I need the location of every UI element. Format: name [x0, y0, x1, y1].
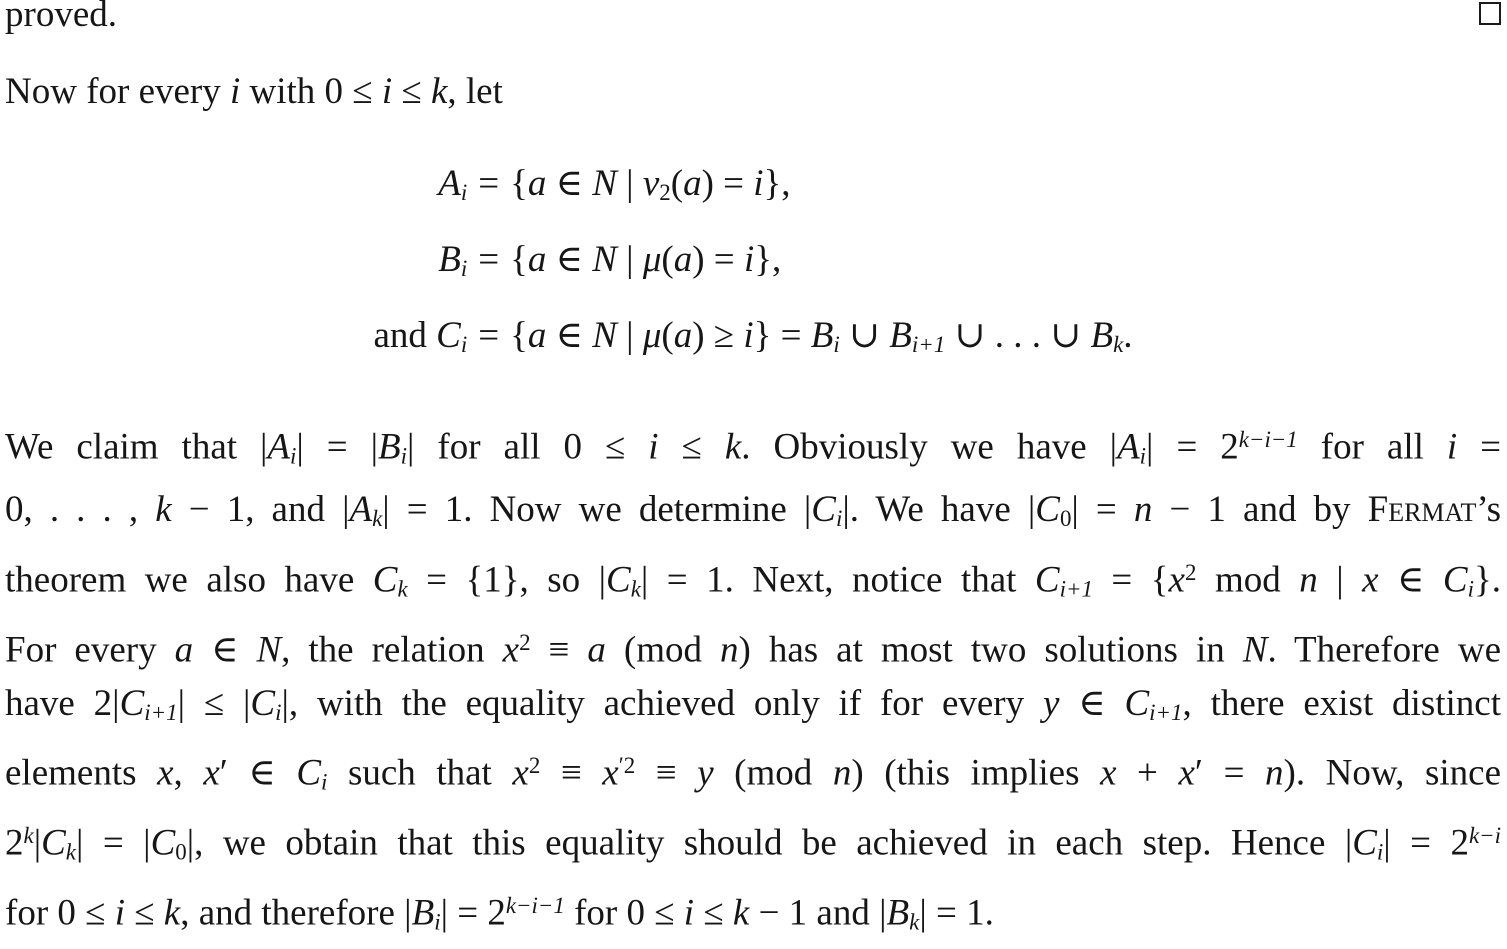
- math-token: a: [527, 163, 547, 204]
- math-token: 2: [5, 822, 24, 864]
- math-token: a: [527, 315, 547, 357]
- math-token: a: [673, 239, 693, 281]
- math-token: (: [661, 239, 674, 281]
- math-token: x: [512, 752, 529, 794]
- math-token: i: [1467, 576, 1474, 602]
- math-token: ≤: [392, 71, 431, 112]
- math-token: i: [1446, 426, 1458, 468]
- math-token: C: [1352, 822, 1377, 864]
- equation-row: [373, 150, 1132, 226]
- math-token: Fermat: [1367, 489, 1477, 531]
- math-token: ν: [642, 163, 660, 204]
- paragraph-line: [5, 546, 1501, 616]
- math-token: ∈: [1378, 559, 1443, 601]
- paragraph-line: [5, 739, 1501, 809]
- math-token: Now for every: [5, 71, 230, 112]
- math-token: , let: [447, 71, 503, 112]
- qed-square-icon: [1479, 2, 1501, 25]
- math-token: ). Now, since: [1283, 752, 1501, 794]
- math-token: . Therefore we: [1267, 629, 1501, 671]
- math-token: },: [754, 239, 782, 281]
- paragraph-line: [5, 413, 1501, 483]
- math-token: N: [1242, 629, 1268, 671]
- math-token: ′ =: [1194, 752, 1265, 794]
- math-token: C: [606, 559, 631, 601]
- math-token: |: [616, 163, 643, 204]
- intro-line: [5, 71, 1501, 113]
- display-equation-block: [373, 150, 1132, 378]
- math-token: i+1: [911, 332, 946, 358]
- math-token: x: [1168, 559, 1185, 601]
- math-token: i: [460, 180, 468, 206]
- equation-lhs: [373, 150, 467, 226]
- math-token: | = |: [296, 426, 379, 468]
- math-token: (: [670, 163, 684, 204]
- math-token: |, with the equality achieved only if for every: [281, 682, 1043, 724]
- math-token: C: [1124, 682, 1150, 724]
- math-token: i: [460, 332, 468, 358]
- math-token: C: [1035, 489, 1060, 531]
- math-token: k: [1113, 332, 1124, 358]
- equation-row: [373, 302, 1132, 378]
- math-token: a: [673, 315, 693, 357]
- math-token: (mod: [713, 752, 833, 794]
- math-token: N: [256, 629, 282, 671]
- math-token: C: [372, 559, 398, 601]
- math-token: i: [114, 892, 125, 934]
- math-token: = {1}, so |: [407, 559, 607, 601]
- math-token: ) =: [701, 163, 754, 204]
- math-token: ∈: [546, 315, 593, 357]
- math-token: , the relation: [281, 629, 503, 671]
- math-token: C: [119, 682, 145, 724]
- math-token: ,: [173, 752, 204, 794]
- math-token: y: [1042, 682, 1060, 724]
- math-token: ≤: [658, 426, 725, 468]
- math-token: n: [1299, 559, 1318, 601]
- math-token: i: [1139, 443, 1147, 469]
- math-token: C: [41, 822, 66, 864]
- math-token: x: [157, 752, 174, 794]
- math-token: i+1: [1149, 699, 1183, 725]
- math-token: },: [763, 163, 791, 204]
- math-token: k: [724, 426, 742, 468]
- math-token: for 0 ≤: [5, 892, 115, 934]
- proof-closing-text: proved.: [5, 0, 117, 35]
- math-token: mod: [1196, 559, 1300, 601]
- math-token: N: [592, 315, 617, 357]
- math-token: A: [1117, 426, 1140, 468]
- math-token: B: [886, 892, 910, 934]
- equation-lhs: [373, 302, 467, 378]
- math-token: k: [65, 839, 76, 865]
- proof-paragraph: [5, 413, 1501, 949]
- math-token: {: [510, 315, 528, 357]
- math-token: and: [373, 315, 437, 357]
- math-token: 2: [1184, 559, 1197, 585]
- math-token: B: [378, 426, 401, 468]
- math-token: 2: [528, 753, 541, 779]
- math-token: i+1: [144, 699, 178, 725]
- math-token: 0, . . . ,: [5, 489, 156, 531]
- math-token: i: [381, 71, 393, 112]
- math-token: have 2|: [5, 682, 120, 724]
- equation-row: [373, 226, 1132, 302]
- math-token: N: [592, 163, 617, 204]
- math-token: ′ ∈: [219, 752, 297, 794]
- math-token: − 1 and |: [749, 892, 887, 934]
- equation-rhs: [510, 150, 1132, 226]
- math-token: | = |: [75, 822, 151, 864]
- math-token: with 0 ≤: [240, 71, 382, 112]
- math-token: x: [602, 752, 619, 794]
- math-token: for all: [1297, 426, 1447, 468]
- math-token: For every: [5, 629, 175, 671]
- math-token: ≤: [124, 892, 164, 934]
- math-token: i: [833, 332, 840, 358]
- paragraph-line: [5, 483, 1501, 546]
- math-token: |: [33, 822, 42, 864]
- math-token: k: [372, 506, 383, 532]
- math-token: for 0 ≤: [564, 892, 684, 934]
- math-token: (mod: [605, 629, 721, 671]
- math-token: ≡: [540, 752, 603, 794]
- math-token: | ≤ |: [177, 682, 251, 724]
- math-token: = {: [1092, 559, 1169, 601]
- math-token: k: [23, 823, 34, 849]
- math-token: C: [811, 489, 836, 531]
- math-token: i: [683, 892, 695, 934]
- math-token: i: [230, 71, 241, 112]
- paragraph-line: [5, 879, 1501, 949]
- math-token: y: [697, 752, 714, 794]
- math-token: 2: [519, 629, 531, 655]
- math-token: ∈: [546, 239, 593, 281]
- math-token: k: [630, 576, 641, 602]
- math-token: k: [430, 71, 448, 112]
- math-token: a: [587, 629, 606, 671]
- math-token: x: [502, 629, 520, 671]
- math-token: ≡: [635, 752, 698, 794]
- math-token: 0: [1059, 506, 1072, 532]
- math-token: {: [510, 163, 528, 204]
- math-token: a: [683, 163, 702, 204]
- math-token: such that: [327, 752, 513, 794]
- math-token: ∪: [839, 315, 890, 357]
- math-token: =: [1457, 426, 1501, 468]
- math-token: k: [909, 909, 920, 935]
- equation-rhs: [510, 226, 1132, 302]
- math-token: (: [661, 315, 674, 357]
- math-token: i: [1376, 839, 1384, 865]
- math-token: k−i−1: [505, 893, 565, 919]
- math-token: B: [411, 892, 435, 934]
- math-token: ) (this implies: [851, 752, 1101, 794]
- math-token: x: [203, 752, 220, 794]
- math-token: A: [349, 489, 373, 531]
- equals-sign: =: [478, 163, 500, 204]
- math-token: B: [810, 315, 834, 357]
- math-token: i: [321, 769, 328, 795]
- math-token: . Obviously we have |: [741, 426, 1118, 468]
- math-token: N: [592, 239, 617, 281]
- math-token: n: [720, 629, 739, 671]
- math-token: | = 2: [1383, 822, 1469, 864]
- math-token: n: [1265, 752, 1284, 794]
- math-token: B: [889, 315, 912, 357]
- math-token: x: [1362, 559, 1379, 601]
- math-token: We claim that |: [5, 426, 268, 468]
- math-token: i: [753, 163, 764, 204]
- math-token: i: [743, 315, 754, 357]
- math-token: n: [1133, 489, 1153, 531]
- math-token: theorem we also have: [5, 559, 373, 601]
- proof-closing-line: [5, 0, 1501, 35]
- math-token: ≡: [530, 629, 588, 671]
- math-token: a: [527, 239, 547, 281]
- math-token: |. We have |: [842, 489, 1036, 531]
- math-token: elements: [5, 752, 158, 794]
- math-token: C: [1442, 559, 1468, 601]
- math-token: | = 1.: [919, 892, 994, 934]
- math-token: i: [400, 443, 408, 469]
- equation-rhs: [510, 302, 1132, 378]
- math-token: C: [250, 682, 276, 724]
- math-token: ) =: [692, 239, 744, 281]
- math-token: C: [150, 822, 176, 864]
- paragraph-line: [5, 677, 1501, 740]
- math-token: μ: [642, 315, 662, 357]
- math-token: A: [267, 426, 291, 468]
- math-token: |: [616, 239, 643, 281]
- math-token: } =: [753, 315, 811, 357]
- math-token: | = 2: [1146, 426, 1239, 468]
- math-token: | = 2: [440, 892, 506, 934]
- math-token: a: [174, 629, 194, 671]
- math-token: ∪ . . . ∪: [945, 315, 1091, 357]
- math-token: 0: [175, 839, 187, 865]
- math-token: k: [155, 489, 172, 531]
- math-token: .: [1123, 315, 1133, 357]
- equation-lhs: [373, 226, 467, 302]
- math-token: ∈: [546, 163, 593, 204]
- math-token: ) ≥: [692, 315, 744, 357]
- math-token: |, we obtain that this equality should be achieved in each step. Hence |: [186, 822, 1353, 864]
- math-token: ′2: [618, 753, 636, 779]
- math-token: C: [1034, 559, 1060, 601]
- math-token: i: [460, 256, 468, 282]
- math-token: C: [436, 315, 461, 357]
- math-token: ∈: [193, 629, 257, 671]
- math-token: k−i: [1468, 823, 1502, 849]
- math-token: i: [434, 909, 441, 935]
- math-token: i: [743, 239, 755, 281]
- math-token: n: [832, 752, 852, 794]
- paragraph-line: [5, 809, 1501, 879]
- math-token: A: [438, 163, 461, 204]
- math-token: i+1: [1059, 576, 1093, 602]
- math-token: ) has at most two solutions in: [738, 629, 1243, 671]
- math-token: x: [1100, 752, 1117, 794]
- math-token: }.: [1473, 559, 1501, 601]
- math-token: i: [835, 506, 843, 532]
- math-token: k: [397, 576, 408, 602]
- equals-sign: =: [478, 315, 500, 357]
- math-token: − 1 and by: [1152, 489, 1368, 531]
- math-token: |: [616, 315, 643, 357]
- math-token: k: [163, 892, 181, 934]
- math-token: 2: [659, 180, 671, 206]
- math-token: ∈: [1059, 682, 1125, 724]
- math-token: | = 1. Next, notice that: [640, 559, 1035, 601]
- math-token: i: [648, 426, 659, 468]
- math-token: k: [732, 892, 750, 934]
- math-token: B: [1090, 315, 1114, 357]
- math-token: x: [1178, 752, 1195, 794]
- math-token: C: [296, 752, 322, 794]
- math-token: | =: [1071, 489, 1134, 531]
- math-token: B: [438, 239, 461, 281]
- math-token: k−i−1: [1238, 427, 1298, 453]
- math-token: |: [1317, 559, 1363, 601]
- math-token: − 1, and |: [171, 489, 350, 531]
- math-token: μ: [642, 239, 662, 281]
- math-token: ’s: [1476, 489, 1502, 531]
- math-token: i: [290, 443, 297, 469]
- math-token: +: [1116, 752, 1179, 794]
- math-token: i: [275, 699, 282, 725]
- math-token: | for all 0 ≤: [407, 426, 649, 468]
- math-token: , there exist distinct: [1182, 682, 1502, 724]
- paragraph-line: [5, 616, 1501, 677]
- math-token: ≤: [694, 892, 733, 934]
- math-token: , and therefore |: [180, 892, 412, 934]
- math-token: {: [510, 239, 528, 281]
- equals-sign: =: [478, 239, 500, 281]
- math-token: | = 1. Now we determine |: [382, 489, 812, 531]
